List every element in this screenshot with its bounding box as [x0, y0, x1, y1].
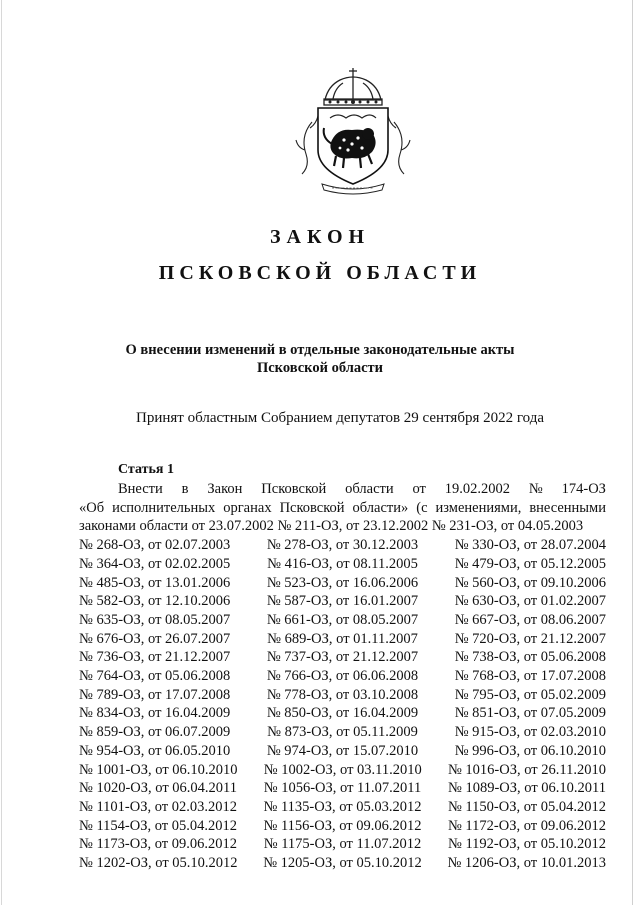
- body-word: области: [345, 481, 394, 497]
- amendment-reference: № 416-ОЗ, от 08.11.2005: [267, 555, 418, 572]
- amendment-reference: № 560-ОЗ, от 09.10.2006: [454, 574, 606, 591]
- amendment-reference: № 268-ОЗ, от 02.07.2003: [79, 537, 231, 554]
- article-body: [79, 480, 606, 873]
- amendment-reference: № 587-ОЗ, от 16.01.2007: [266, 593, 419, 610]
- amendment-reference: № 1020-ОЗ, от 06.04.2011: [79, 780, 238, 797]
- amendment-reference: № 523-ОЗ, от 16.06.2006: [266, 574, 419, 591]
- amendment-reference-row: [79, 742, 606, 761]
- amendment-reference-row: [79, 667, 606, 686]
- amendment-reference-row: [79, 723, 606, 742]
- amendment-reference: № 1016-ОЗ, от 26.11.2010: [447, 761, 606, 778]
- amendment-reference: № 738-ОЗ, от 05.06.2008: [454, 649, 606, 666]
- coat-of-arms-emblem: [288, 66, 418, 196]
- amendment-reference: № 1135-ОЗ, от 05.03.2012: [263, 798, 422, 815]
- body-word: Закон: [207, 481, 243, 497]
- amendment-reference-row: [79, 536, 606, 555]
- law-subject-line-2: Псковской области: [256, 360, 384, 376]
- amendment-reference: № 1173-ОЗ, от 09.06.2012: [79, 836, 238, 853]
- amendment-reference: № 661-ОЗ, от 08.05.2007: [266, 611, 419, 628]
- amendment-reference: № 736-ОЗ, от 21.12.2007: [79, 649, 231, 666]
- body-word: исполнительных: [112, 499, 216, 516]
- amendment-reference: № 778-ОЗ, от 03.10.2008: [266, 686, 419, 703]
- amendment-reference: № 1154-ОЗ, от 05.04.2012: [79, 817, 238, 834]
- amendment-reference-row: [79, 817, 606, 836]
- amendment-reference: № 851-ОЗ, от 07.05.2009: [454, 705, 606, 722]
- body-word: Псковской: [279, 499, 345, 516]
- amendment-reference: № 676-ОЗ, от 26.07.2007: [79, 630, 231, 647]
- body-line-2: [79, 499, 606, 518]
- amendment-reference: № 768-ОЗ, от 17.07.2008: [454, 668, 606, 685]
- amendment-reference-row: [79, 798, 606, 817]
- body-word: в: [181, 481, 189, 497]
- body-word: изменениями,: [435, 499, 522, 516]
- amendment-reference: № 795-ОЗ, от 05.02.2009: [454, 686, 606, 703]
- amendment-reference: № 485-ОЗ, от 13.01.2006: [79, 574, 231, 591]
- amendment-reference: № 974-ОЗ, от 15.07.2010: [266, 742, 419, 759]
- body-word: №: [528, 481, 543, 497]
- amendment-reference-row: [79, 704, 606, 723]
- amendment-reference: № 915-ОЗ, от 02.03.2010: [454, 724, 606, 741]
- body-line-3-text: законами области от 23.07.2002 № 211-ОЗ, от 23.12.2002 № 231-ОЗ, от 04.05.2003: [79, 518, 584, 535]
- amendment-reference: № 689-ОЗ, от 01.11.2007: [267, 630, 418, 647]
- body-word: Внести: [118, 481, 163, 497]
- amendment-reference: № 330-ОЗ, от 28.07.2004: [454, 537, 606, 554]
- body-word: 19.02.2002: [444, 481, 511, 497]
- amendment-reference-row: [79, 648, 606, 667]
- amendment-reference-row: [79, 555, 606, 574]
- body-word: области»: [352, 499, 409, 516]
- amendment-references: [79, 536, 606, 873]
- scan-edge-left: [1, 0, 2, 905]
- amendment-reference: № 630-ОЗ, от 01.02.2007: [454, 593, 606, 610]
- amendment-reference: № 850-ОЗ, от 16.04.2009: [266, 705, 419, 722]
- body-word: Псковской: [261, 481, 327, 497]
- amendment-reference: № 764-ОЗ, от 05.06.2008: [79, 668, 231, 685]
- amendment-reference: № 859-ОЗ, от 06.07.2009: [79, 724, 231, 741]
- amendment-reference: № 1156-ОЗ, от 09.06.2012: [263, 817, 422, 834]
- document-issuer: ПСКОВСКОЙ ОБЛАСТИ: [158, 262, 482, 284]
- amendment-reference: № 479-ОЗ, от 05.12.2005: [454, 555, 606, 572]
- amendment-reference: № 582-ОЗ, от 12.10.2006: [79, 593, 231, 610]
- body-word: 174-ОЗ: [561, 481, 606, 497]
- amendment-reference: № 1056-ОЗ, от 11.07.2011: [263, 780, 422, 797]
- amendment-reference: № 1002-ОЗ, от 03.11.2010: [263, 761, 422, 778]
- body-line-3: [79, 517, 606, 536]
- amendment-reference-row: [79, 761, 606, 780]
- amendment-reference: № 996-ОЗ, от 06.10.2010: [454, 742, 606, 759]
- amendment-reference: № 1101-ОЗ, от 02.03.2012: [79, 798, 238, 815]
- amendment-reference-row: [79, 630, 606, 649]
- body-word: (с: [416, 499, 428, 516]
- amendment-reference-row: [79, 779, 606, 798]
- amendment-reference: № 1175-ОЗ, от 11.07.2012: [263, 836, 422, 853]
- amendment-reference: № 1001-ОЗ, от 06.10.2010: [79, 761, 238, 778]
- body-word: от: [412, 481, 426, 497]
- amendment-reference-row: [79, 686, 606, 705]
- body-word: «Об: [79, 499, 105, 516]
- amendment-reference: № 1205-ОЗ, от 05.10.2012: [263, 855, 422, 872]
- amendment-reference: № 1206-ОЗ, от 10.01.2013: [447, 855, 606, 872]
- body-word: внесенными: [529, 499, 606, 516]
- amendment-reference-row: [79, 835, 606, 854]
- amendment-reference-row: [79, 574, 606, 593]
- amendment-reference: № 364-ОЗ, от 02.02.2005: [79, 555, 231, 572]
- law-subject-line-1: О внесении изменений в отдельные законодательные акты: [125, 342, 515, 358]
- scan-edge-right: [632, 0, 633, 905]
- amendment-reference: № 766-ОЗ, от 06.06.2008: [266, 668, 419, 685]
- amendment-reference-row: [79, 854, 606, 873]
- amendment-reference: № 1192-ОЗ, от 05.10.2012: [447, 836, 606, 853]
- body-line-1: [79, 480, 606, 499]
- amendment-reference: № 873-ОЗ, от 05.11.2009: [267, 724, 418, 741]
- amendment-reference: № 737-ОЗ, от 21.12.2007: [266, 649, 419, 666]
- amendment-reference: № 667-ОЗ, от 08.06.2007: [454, 611, 606, 628]
- amendment-reference-row: [79, 592, 606, 611]
- amendment-reference: № 720-ОЗ, от 21.12.2007: [454, 630, 606, 647]
- adoption-statement: Принят областным Собранием депутатов 29 сентября 2022 года: [135, 410, 545, 426]
- amendment-reference: № 278-ОЗ, от 30.12.2003: [266, 537, 419, 554]
- amendment-reference: № 1202-ОЗ, от 05.10.2012: [79, 855, 238, 872]
- amendment-reference: № 1089-ОЗ, от 06.10.2011: [447, 780, 606, 797]
- body-word: органах: [223, 499, 272, 516]
- amendment-reference: № 635-ОЗ, от 08.05.2007: [79, 611, 231, 628]
- amendment-reference: № 834-ОЗ, от 16.04.2009: [79, 705, 231, 722]
- document-title: ЗАКОН: [269, 226, 371, 248]
- amendment-reference: № 789-ОЗ, от 17.07.2008: [79, 686, 231, 703]
- law-subject: [110, 341, 530, 377]
- amendment-reference: № 954-ОЗ, от 06.05.2010: [79, 742, 231, 759]
- article-heading: Статья 1: [118, 462, 174, 477]
- amendment-reference-row: [79, 611, 606, 630]
- amendment-reference: № 1150-ОЗ, от 05.04.2012: [447, 798, 606, 815]
- amendment-reference: № 1172-ОЗ, от 09.06.2012: [447, 817, 606, 834]
